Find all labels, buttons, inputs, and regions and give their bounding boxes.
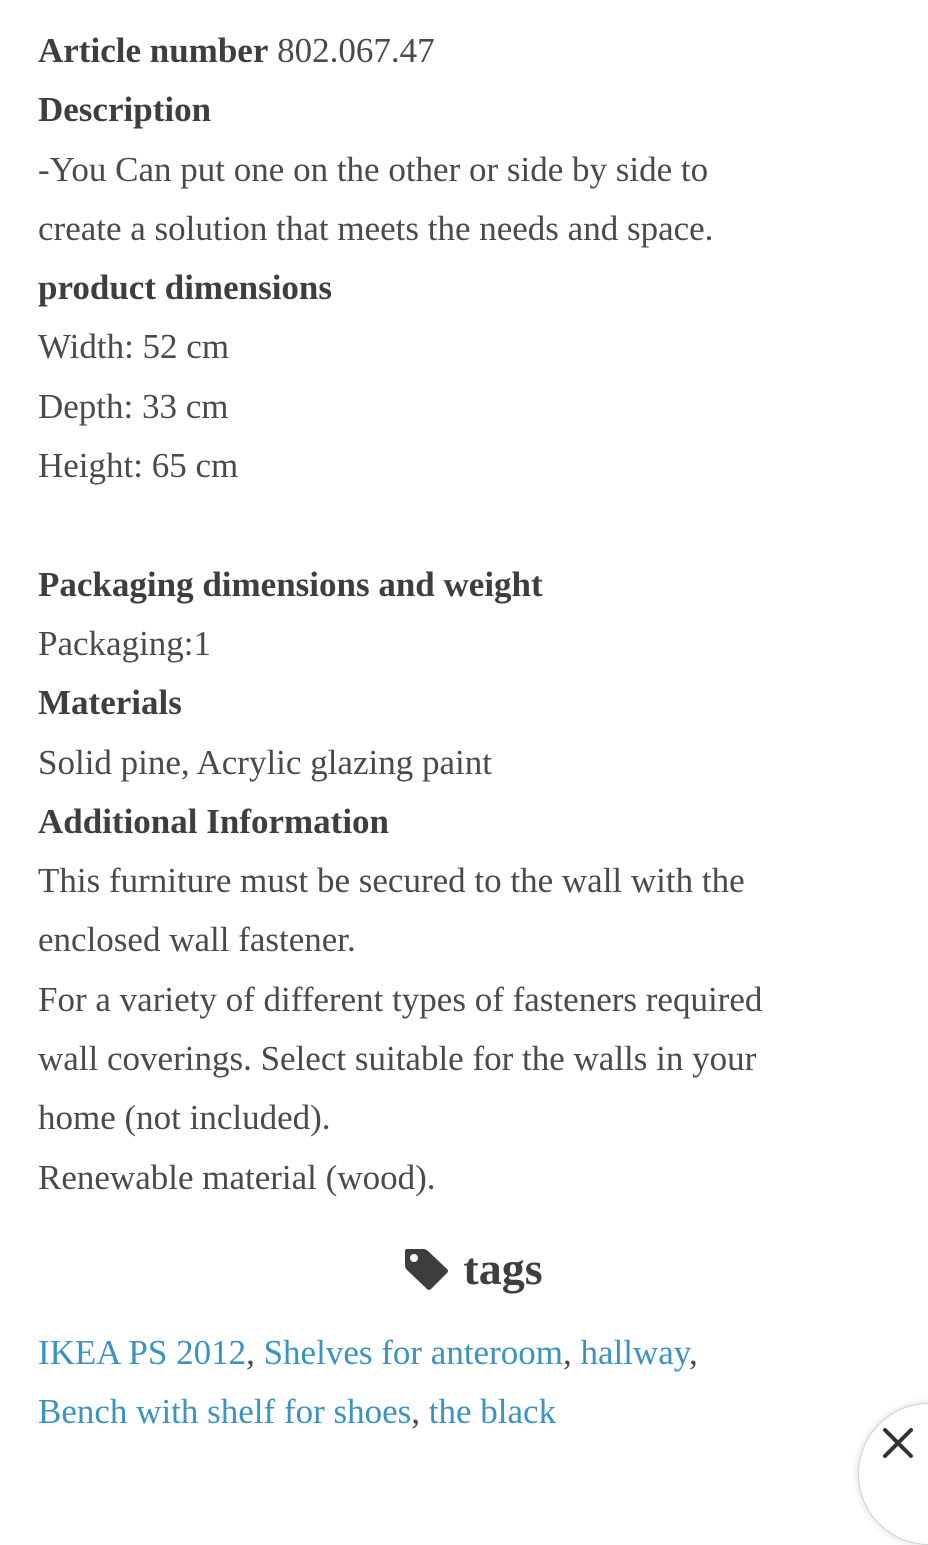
product-dimensions-heading: product dimensions	[38, 268, 333, 308]
packaging-heading: Packaging dimensions and weight	[38, 564, 543, 604]
tags-line	[38, 1382, 908, 1441]
description-line: create a solution that meets the needs and space.	[38, 208, 714, 248]
tag-separator: ,	[411, 1392, 421, 1432]
width-value: Width: 52 cm	[38, 327, 230, 367]
height-value: Height: 65 cm	[38, 446, 239, 486]
description-heading: Description	[38, 90, 212, 130]
additional-info-line: For a variety of different types of fasteners required	[38, 979, 763, 1019]
article-number-value: 802.067.47	[277, 31, 435, 70]
additional-info-line: wall coverings. Select suitable for the walls in your	[38, 1039, 757, 1079]
tag-link[interactable]: IKEA PS 2012	[38, 1332, 247, 1372]
additional-info-line: home (not included).	[38, 1098, 331, 1138]
materials-value: Solid pine, Acrylic glazing paint	[38, 742, 492, 782]
tag-link[interactable]: Bench with shelf for shoes	[38, 1392, 412, 1432]
packaging-value: Packaging:1	[38, 623, 212, 663]
tag-icon	[403, 1247, 449, 1291]
tags-line	[38, 1323, 908, 1382]
additional-info-line: This furniture must be secured to the wall with the	[38, 861, 745, 901]
materials-heading: Materials	[38, 683, 182, 723]
tag-link[interactable]: the black	[428, 1392, 557, 1432]
tag-link[interactable]: hallway	[580, 1332, 689, 1372]
additional-info-line: enclosed wall fastener.	[38, 920, 356, 960]
spacer	[38, 495, 908, 554]
additional-info-line: Renewable material (wood).	[38, 1157, 436, 1197]
tag-link[interactable]: Shelves for anteroom	[263, 1332, 563, 1372]
tag-separator: ,	[689, 1332, 698, 1372]
close-icon	[881, 1426, 915, 1460]
tags-list	[38, 1323, 908, 1442]
product-details	[38, 21, 908, 1442]
description-line: -You Can put one on the other or side by side to	[38, 149, 709, 189]
tags-title: tags	[463, 1243, 543, 1295]
article-number-row	[38, 21, 908, 80]
additional-info-heading: Additional Information	[38, 801, 390, 841]
article-number-label: Article number	[38, 31, 269, 70]
tags-header	[38, 1227, 908, 1311]
depth-value: Depth: 33 cm	[38, 386, 229, 426]
tag-separator: ,	[246, 1332, 255, 1372]
tag-separator: ,	[562, 1332, 572, 1372]
